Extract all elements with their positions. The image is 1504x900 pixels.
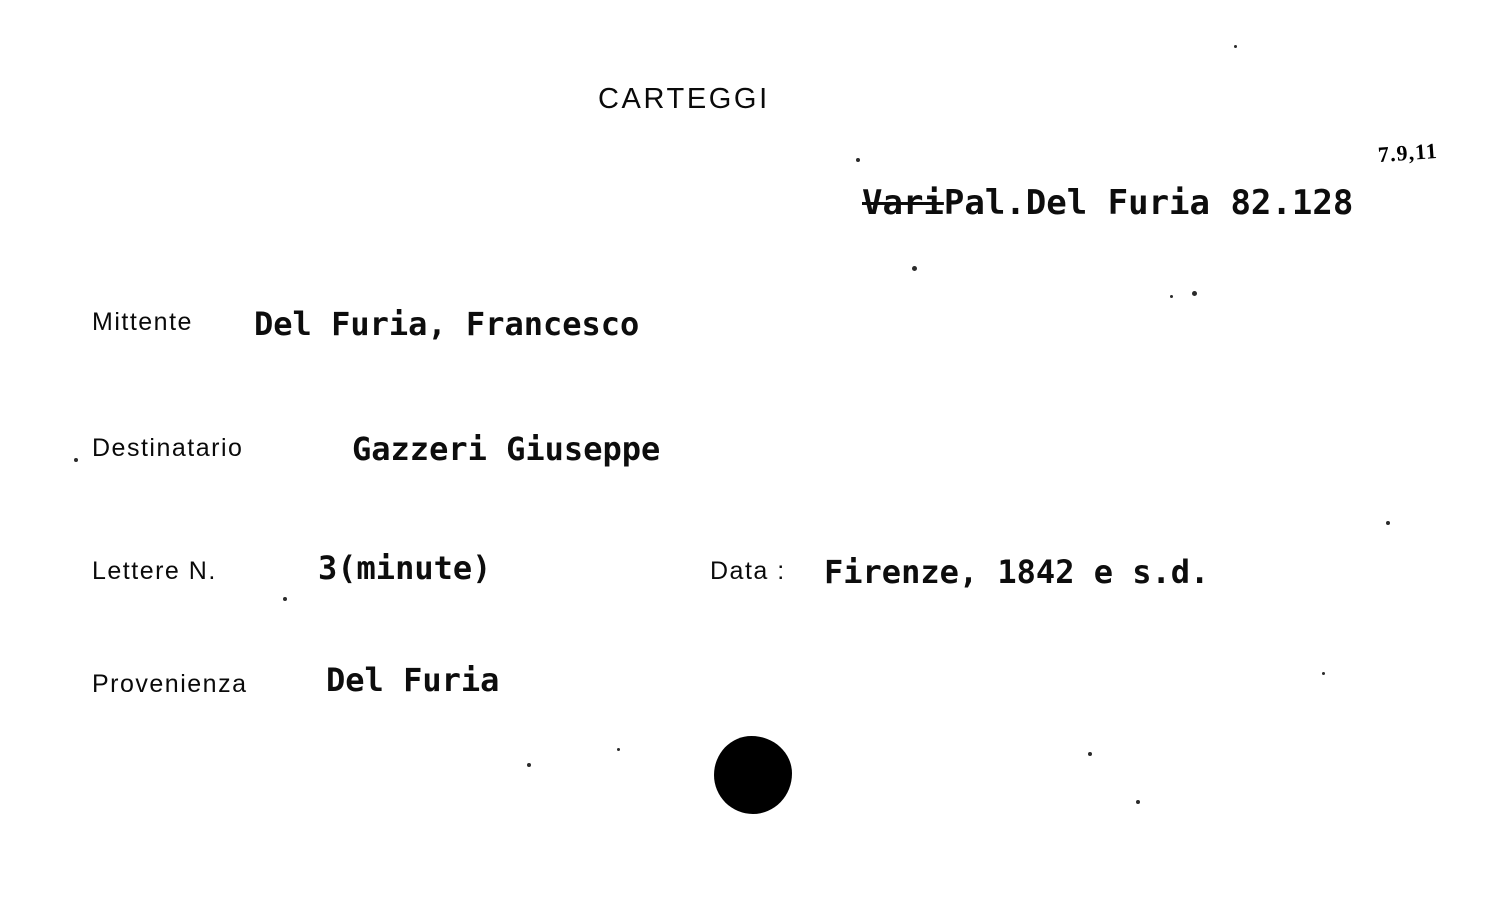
field-value-lettere: 3(minute) (318, 549, 492, 587)
field-label-data: Data : (710, 557, 786, 585)
field-value-destinatario: Gazzeri Giuseppe (352, 430, 661, 468)
scan-speck (1192, 291, 1197, 296)
scan-speck (1170, 295, 1173, 298)
scan-speck (912, 266, 917, 271)
shelfmark (862, 183, 1353, 223)
field-label-destinatario: Destinatario (92, 434, 244, 462)
field-value-provenienza: Del Furia (326, 661, 500, 699)
pencil-annotation: 7.9,11 (1377, 137, 1439, 168)
field-label-provenienza: Provenienza (92, 670, 248, 698)
scan-speck (617, 748, 620, 751)
scan-speck (74, 458, 78, 462)
scan-speck (1234, 45, 1237, 48)
field-value-data: Firenze, 1842 e s.d. (824, 553, 1210, 591)
shelfmark-struck-prefix: Vari (862, 183, 944, 223)
scan-speck (527, 763, 531, 767)
scan-speck (1386, 521, 1390, 525)
field-value-mittente: Del Furia, Francesco (254, 305, 640, 343)
scan-speck (283, 597, 287, 601)
field-label-lettere: Lettere N. (92, 557, 217, 585)
scan-speck (856, 158, 860, 162)
scan-speck (1088, 752, 1092, 756)
field-label-mittente: Mittente (92, 308, 193, 336)
page-title: CARTEGGI (598, 83, 770, 115)
scan-speck (1322, 672, 1325, 675)
shelfmark-text: Pal.Del Furia 82.128 (943, 183, 1354, 223)
scan-speck (1136, 800, 1140, 804)
punch-hole-mark (714, 736, 792, 814)
